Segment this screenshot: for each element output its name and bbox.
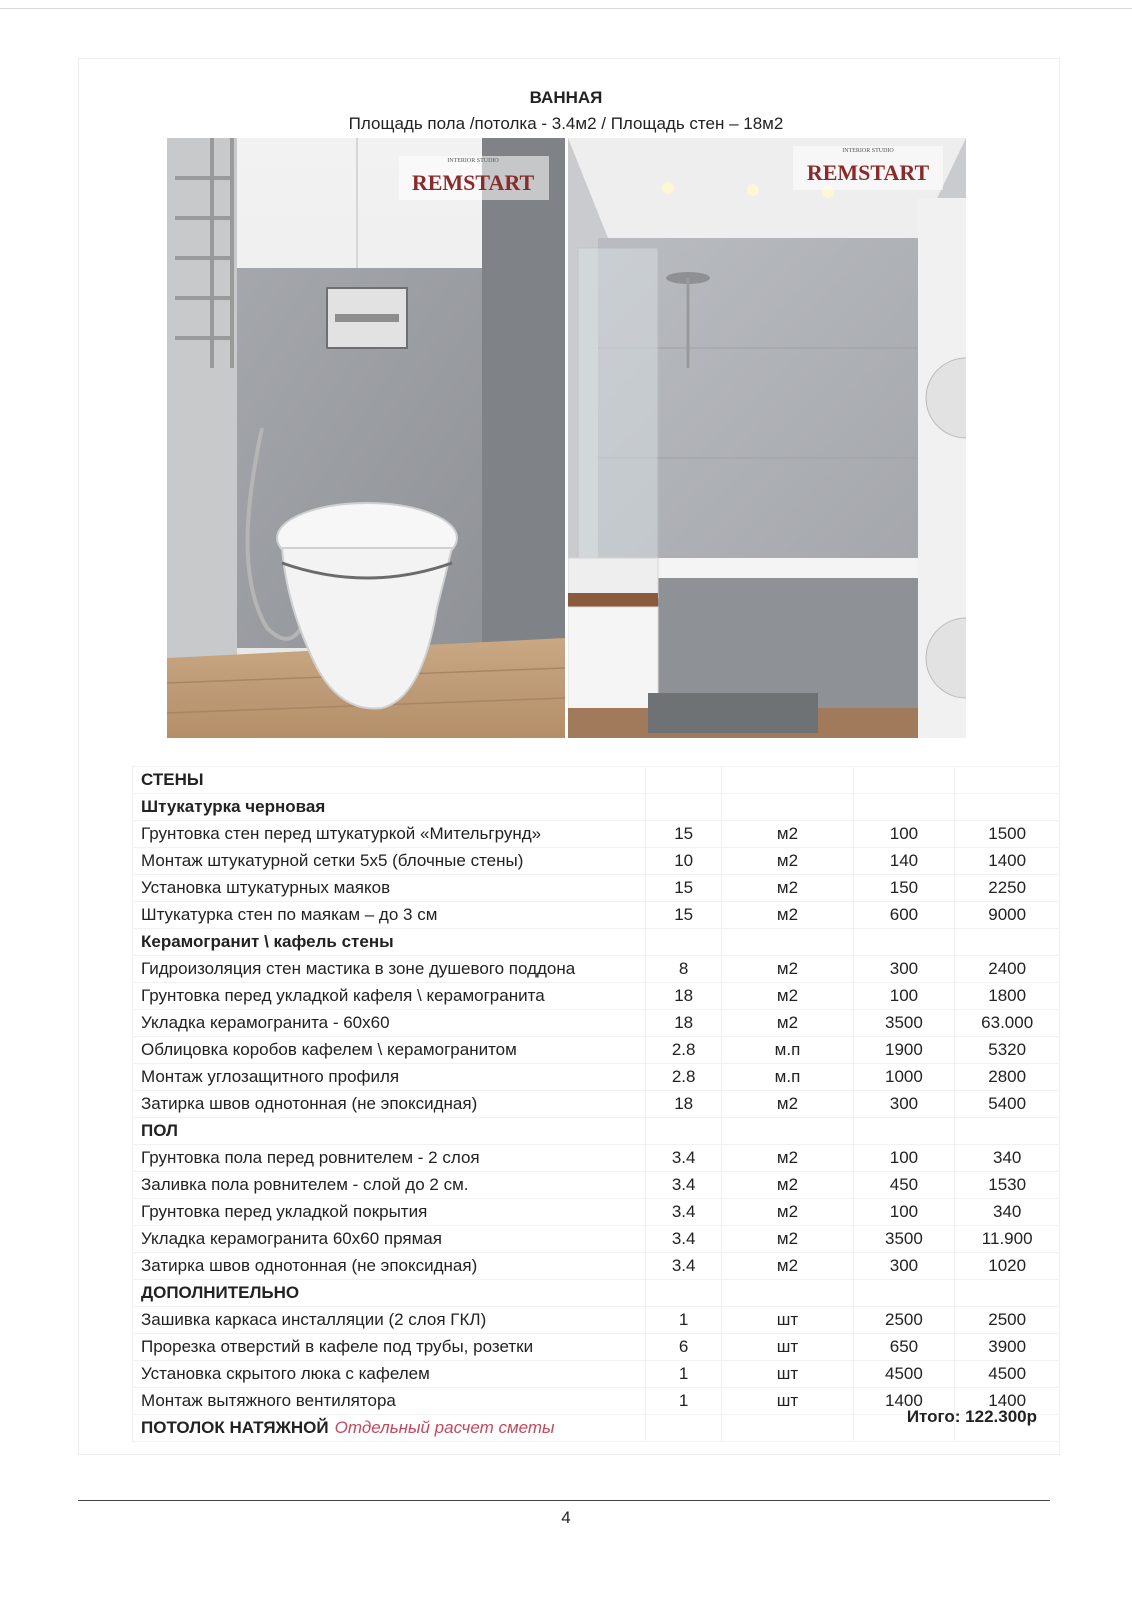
item-name-text: Зашивка каркаса инсталляции (2 слоя ГКЛ): [141, 1310, 487, 1329]
item-unit: [722, 821, 853, 848]
estimate-row: [133, 1361, 1060, 1388]
item-price-text: 2500: [885, 1310, 923, 1329]
item-unit: [722, 1415, 853, 1442]
item-qty: [645, 1388, 722, 1415]
item-qty-text: 3.4: [671, 1175, 696, 1194]
item-name: [133, 875, 646, 902]
section-row: [133, 1280, 1060, 1307]
item-qty-text: 3.4: [671, 1229, 696, 1248]
estimate-row: [133, 1064, 1060, 1091]
item-name-text: Штукатурка черновая: [141, 797, 326, 816]
item-sum-text: 1530: [988, 1175, 1027, 1194]
item-qty: [645, 1253, 722, 1280]
item-name: [133, 1199, 646, 1226]
item-name: [133, 956, 646, 983]
item-name-text: Укладка керамогранита 60х60 прямая: [141, 1229, 442, 1248]
logo-caption-left: INTERIOR STUDIO: [447, 158, 499, 164]
footer-rule: [78, 1500, 1050, 1501]
estimate-row: [133, 983, 1060, 1010]
top-rule: [0, 8, 1132, 9]
item-sum: [955, 1037, 1060, 1064]
item-sum-text: 1400: [988, 1391, 1027, 1410]
estimate-row: [133, 1226, 1060, 1253]
item-name: [133, 1334, 646, 1361]
item-name: [133, 902, 646, 929]
item-price-text: 100: [889, 986, 919, 1005]
area-subtitle: Площадь пола /потолка - 3.4м2 / Площадь стен – 18м2: [348, 114, 784, 133]
item-qty-text: 1: [678, 1391, 689, 1410]
item-price: [853, 821, 955, 848]
item-sum-text: 1400: [988, 851, 1027, 870]
item-price: [853, 1226, 955, 1253]
item-qty: [645, 929, 722, 956]
item-unit: [722, 1037, 853, 1064]
section-note: Отдельный расчет сметы: [334, 1418, 555, 1437]
photo-toilet: [167, 138, 565, 738]
item-unit-text: шт: [776, 1337, 799, 1356]
estimate-row: [133, 1091, 1060, 1118]
item-name-text: Прорезка отверстий в кафеле под трубы, розетки: [141, 1337, 534, 1356]
item-price: [853, 875, 955, 902]
item-price: [853, 1361, 955, 1388]
item-unit-text: шт: [776, 1391, 799, 1410]
item-sum: [955, 929, 1060, 956]
item-unit-text: м2: [776, 959, 799, 978]
item-name-text: Штукатурка стен по маякам – до 3 см: [141, 905, 438, 924]
item-unit: [722, 1172, 853, 1199]
item-price-text: 1000: [885, 1067, 923, 1086]
item-unit-text: м2: [776, 986, 799, 1005]
item-qty: [645, 983, 722, 1010]
item-sum: [955, 821, 1060, 848]
item-unit: [722, 1118, 853, 1145]
logo-right: REMSTART: [806, 160, 930, 185]
item-name-text: Грунтовка перед укладкой кафеля \ керамогранита: [141, 986, 545, 1005]
section-row: [133, 1118, 1060, 1145]
item-qty-text: 15: [674, 905, 694, 924]
item-qty: [645, 1307, 722, 1334]
item-sum: [955, 1091, 1060, 1118]
item-qty-text: 18: [674, 1094, 694, 1113]
estimate-total: Итого: 122.300р: [906, 1407, 1037, 1426]
item-unit: [722, 983, 853, 1010]
item-unit-text: м2: [776, 851, 799, 870]
item-price-text: 100: [889, 1148, 919, 1167]
item-name: [133, 821, 646, 848]
item-qty: [645, 848, 722, 875]
item-name-text: Затирка швов однотонная (не эпоксидная): [141, 1256, 478, 1275]
item-sum-text: 2800: [988, 1067, 1027, 1086]
item-sum: [955, 1064, 1060, 1091]
estimate-row: [133, 1253, 1060, 1280]
item-sum-text: 2250: [988, 878, 1027, 897]
item-unit-text: м2: [776, 1013, 799, 1032]
item-price: [853, 1145, 955, 1172]
item-sum: [955, 1334, 1060, 1361]
item-unit: [722, 1010, 853, 1037]
estimate-row: [133, 875, 1060, 902]
item-price: [853, 1064, 955, 1091]
item-sum: [955, 1145, 1060, 1172]
item-qty: [645, 902, 722, 929]
item-name: [133, 1226, 646, 1253]
item-name-text: Грунтовка пола перед ровнителем - 2 слоя: [141, 1148, 480, 1167]
item-qty-text: 1: [678, 1310, 689, 1329]
item-name-text: Заливка пола ровнителем - слой до 2 см.: [141, 1175, 469, 1194]
item-price: [853, 848, 955, 875]
item-qty: [645, 1199, 722, 1226]
item-name-text: Монтаж углозащитного профиля: [141, 1067, 400, 1086]
item-qty-text: 2.8: [671, 1040, 696, 1059]
item-name-text: Затирка швов однотонная (не эпоксидная): [141, 1094, 478, 1113]
estimate-row: [133, 902, 1060, 929]
item-sum: [955, 875, 1060, 902]
item-unit-text: шт: [776, 1310, 799, 1329]
item-sum-text: 340: [992, 1148, 1022, 1167]
item-qty: [645, 1361, 722, 1388]
item-unit: [722, 1307, 853, 1334]
item-qty: [645, 1226, 722, 1253]
item-sum: [955, 1253, 1060, 1280]
item-name: [133, 1388, 646, 1415]
item-name-text: Грунтовка стен перед штукатуркой «Мительгрунд»: [141, 824, 542, 843]
item-price: [853, 794, 955, 821]
estimate-row: [133, 1199, 1060, 1226]
estimate-row: [133, 1307, 1060, 1334]
item-price-text: 3500: [885, 1229, 923, 1248]
item-unit: [722, 1091, 853, 1118]
item-unit: [722, 1145, 853, 1172]
item-qty-text: 1: [678, 1364, 689, 1383]
page-number: 4: [561, 1508, 571, 1527]
item-sum-text: 2500: [988, 1310, 1027, 1329]
item-price-text: 140: [889, 851, 919, 870]
item-name: [133, 848, 646, 875]
item-qty: [645, 1280, 722, 1307]
item-name-text: Грунтовка перед укладкой покрытия: [141, 1202, 428, 1221]
item-qty: [645, 1172, 722, 1199]
item-name: [133, 1064, 646, 1091]
item-unit: [722, 1253, 853, 1280]
item-sum: [955, 767, 1060, 794]
page-title: ВАННАЯ: [529, 88, 603, 107]
logo-caption-right: INTERIOR STUDIO: [842, 148, 894, 154]
item-name: [133, 1415, 646, 1442]
item-qty: [645, 767, 722, 794]
item-unit: [722, 902, 853, 929]
item-unit-text: м2: [776, 1229, 799, 1248]
item-sum: [955, 1199, 1060, 1226]
item-unit: [722, 1388, 853, 1415]
section-row: [133, 767, 1060, 794]
item-qty-text: 2.8: [671, 1067, 696, 1086]
item-unit: [722, 1199, 853, 1226]
item-price: [853, 1091, 955, 1118]
item-qty: [645, 875, 722, 902]
item-sum: [955, 1226, 1060, 1253]
item-sum: [955, 1361, 1060, 1388]
item-unit: [722, 875, 853, 902]
item-price-text: 450: [889, 1175, 919, 1194]
item-sum-text: 5400: [988, 1094, 1027, 1113]
item-qty: [645, 1118, 722, 1145]
item-unit: [722, 848, 853, 875]
item-qty-text: 6: [678, 1337, 689, 1356]
item-qty: [645, 1091, 722, 1118]
item-name: [133, 794, 646, 821]
item-qty: [645, 1334, 722, 1361]
item-price-text: 600: [889, 905, 919, 924]
item-price: [853, 1253, 955, 1280]
item-sum: [955, 902, 1060, 929]
item-sum: [955, 1307, 1060, 1334]
item-price: [853, 1307, 955, 1334]
item-sum: [955, 1010, 1060, 1037]
item-price-text: 100: [889, 1202, 919, 1221]
item-sum-text: 3900: [988, 1337, 1027, 1356]
photo-bathtub: [568, 138, 966, 738]
item-price-text: 4500: [885, 1364, 923, 1383]
item-qty: [645, 1037, 722, 1064]
item-name-text: ДОПОЛНИТЕЛЬНО: [141, 1283, 300, 1302]
estimate-row: [133, 821, 1060, 848]
item-name: [133, 1145, 646, 1172]
item-sum: [955, 983, 1060, 1010]
estimate-row: [133, 1010, 1060, 1037]
item-unit-text: м.п: [774, 1040, 801, 1059]
item-name-text: Монтаж штукатурной сетки 5х5 (блочные стены): [141, 851, 524, 870]
item-qty: [645, 1145, 722, 1172]
item-unit-text: м.п: [774, 1067, 801, 1086]
item-name-text: ПОЛ: [141, 1121, 178, 1140]
item-name-text: Укладка керамогранита - 60х60: [141, 1013, 390, 1032]
item-unit: [722, 1334, 853, 1361]
item-unit: [722, 1226, 853, 1253]
item-qty-text: 3.4: [671, 1202, 696, 1221]
item-qty-text: 18: [674, 1013, 694, 1032]
item-name: [133, 1307, 646, 1334]
subsection-row: [133, 929, 1060, 956]
item-sum-text: 11.900: [981, 1229, 1033, 1248]
item-sum: [955, 794, 1060, 821]
item-sum-text: 5320: [988, 1040, 1027, 1059]
item-name: [133, 1280, 646, 1307]
item-unit: [722, 956, 853, 983]
item-sum: [955, 1280, 1060, 1307]
item-name: [133, 1172, 646, 1199]
item-name: [133, 1118, 646, 1145]
item-qty: [645, 794, 722, 821]
item-unit-text: м2: [776, 1094, 799, 1113]
item-unit: [722, 1361, 853, 1388]
item-price-text: 150: [889, 878, 919, 897]
estimate-row: [133, 1172, 1060, 1199]
item-sum-text: 4500: [988, 1364, 1027, 1383]
item-sum-text: 9000: [988, 905, 1027, 924]
item-sum-text: 63.000: [981, 1013, 1034, 1032]
subsection-row: [133, 794, 1060, 821]
item-price-text: 3500: [885, 1013, 923, 1032]
item-name: [133, 1091, 646, 1118]
item-qty: [645, 821, 722, 848]
item-sum: [955, 1118, 1060, 1145]
estimate-row: [133, 848, 1060, 875]
item-unit: [722, 929, 853, 956]
estimate-row: [133, 1334, 1060, 1361]
item-price-text: 1900: [885, 1040, 923, 1059]
item-qty-text: 10: [674, 851, 694, 870]
item-price: [853, 1010, 955, 1037]
item-price-text: 300: [889, 1256, 919, 1275]
item-price-text: 300: [889, 959, 919, 978]
item-unit-text: шт: [776, 1364, 799, 1383]
item-sum-text: 2400: [988, 959, 1027, 978]
item-unit-text: м2: [776, 878, 799, 897]
item-unit-text: м2: [776, 1175, 799, 1194]
item-sum: [955, 956, 1060, 983]
item-price-text: 650: [889, 1337, 919, 1356]
item-qty: [645, 1010, 722, 1037]
item-price: [853, 983, 955, 1010]
item-name: [133, 1037, 646, 1064]
item-name: [133, 929, 646, 956]
item-qty-text: 15: [674, 878, 694, 897]
item-price: [853, 1334, 955, 1361]
item-price: [853, 902, 955, 929]
item-sum-text: 1500: [988, 824, 1027, 843]
item-qty: [645, 956, 722, 983]
item-sum-text: 1800: [988, 986, 1027, 1005]
item-qty-text: 15: [674, 824, 694, 843]
item-price: [853, 1199, 955, 1226]
item-unit-text: м2: [776, 1202, 799, 1221]
item-unit: [722, 1280, 853, 1307]
item-name: [133, 1361, 646, 1388]
item-price: [853, 1172, 955, 1199]
item-price-text: 100: [889, 824, 919, 843]
item-unit-text: м2: [776, 1256, 799, 1275]
item-qty-text: 3.4: [671, 1256, 696, 1275]
item-name: [133, 767, 646, 794]
item-sum-text: 340: [992, 1202, 1022, 1221]
item-price-text: 300: [889, 1094, 919, 1113]
item-price: [853, 929, 955, 956]
item-price: [853, 1037, 955, 1064]
item-name-text: Установка штукатурных маяков: [141, 878, 391, 897]
item-name-text: Облицовка коробов кафелем \ керамогранитом: [141, 1040, 517, 1059]
item-unit-text: м2: [776, 905, 799, 924]
item-sum: [955, 848, 1060, 875]
item-price: [853, 1280, 955, 1307]
item-qty-text: 8: [678, 959, 689, 978]
item-unit-text: м2: [776, 824, 799, 843]
item-qty: [645, 1064, 722, 1091]
item-sum-text: 1020: [988, 1256, 1027, 1275]
estimate-table: [132, 766, 1060, 1442]
item-name: [133, 1253, 646, 1280]
item-name-text: СТЕНЫ: [141, 770, 204, 789]
item-price: [853, 956, 955, 983]
item-name-text: Керамогранит \ кафель стены: [141, 932, 394, 951]
item-unit: [722, 1064, 853, 1091]
item-unit-text: м2: [776, 1148, 799, 1167]
item-sum: [955, 1172, 1060, 1199]
item-name: [133, 1010, 646, 1037]
item-qty-text: 3.4: [671, 1148, 696, 1167]
item-name: [133, 983, 646, 1010]
item-price: [853, 1118, 955, 1145]
item-unit: [722, 794, 853, 821]
item-name-text: ПОТОЛОК НАТЯЖНОЙ: [141, 1418, 329, 1437]
item-price-text: 1400: [885, 1391, 923, 1410]
item-name-text: Монтаж вытяжного вентилятора: [141, 1391, 396, 1410]
item-qty: [645, 1415, 722, 1442]
item-price: [853, 767, 955, 794]
item-qty-text: 18: [674, 986, 694, 1005]
item-name-text: Гидроизоляция стен мастика в зоне душевого поддона: [141, 959, 576, 978]
estimate-row: [133, 956, 1060, 983]
item-unit: [722, 767, 853, 794]
estimate-row: [133, 1037, 1060, 1064]
item-name-text: Установка скрытого люка с кафелем: [141, 1364, 430, 1383]
estimate-row: [133, 1145, 1060, 1172]
logo-left: REMSTART: [411, 170, 535, 195]
